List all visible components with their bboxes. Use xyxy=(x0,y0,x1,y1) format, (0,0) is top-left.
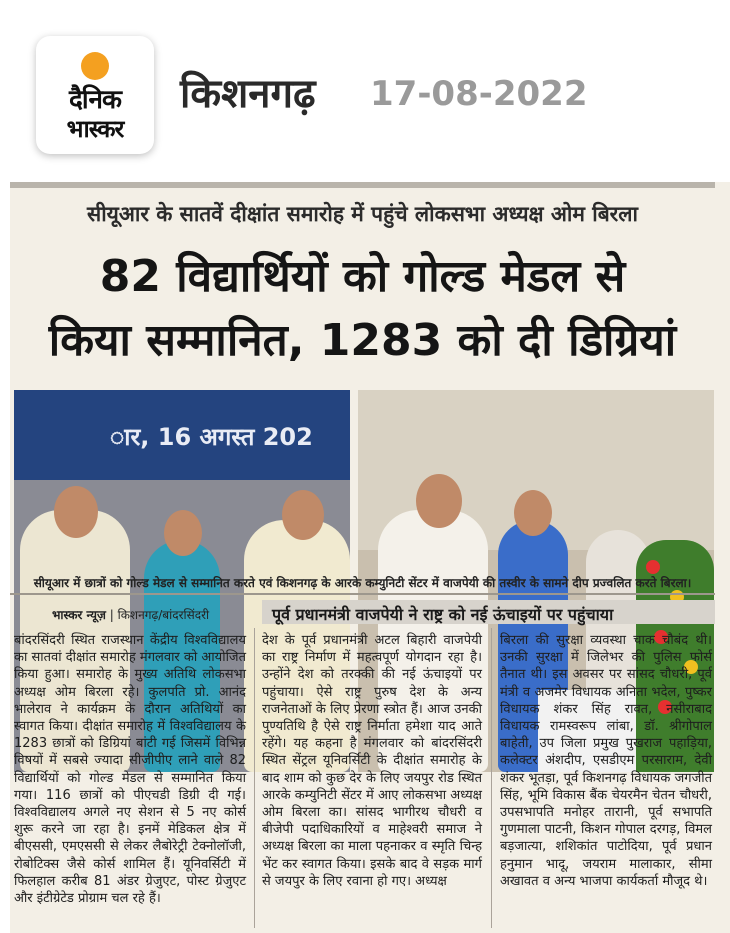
column-rule xyxy=(491,628,492,928)
logo-line-2: भास्कर xyxy=(66,115,124,143)
logo-line-1: दैनिक xyxy=(69,85,121,115)
newspaper-clipping xyxy=(10,182,730,933)
person-face xyxy=(282,490,324,540)
byline-place: किशनगढ़/बांदरसिंदरी xyxy=(117,608,210,622)
headline-line-1: 82 विद्यार्थियों को गोल्ड मेडल से xyxy=(99,251,626,302)
photo-caption: सीयूआर में छात्रों को गोल्ड मेडल से सम्मानित करते एवं किशनगढ़ के आरके कम्युनिटी सेंटर में वाजपेयी की तस्वीर के सामने दीप प्रज्वलित करते बिरला। xyxy=(33,576,692,590)
kicker-line: सीयूआर के सातवें दीक्षांत समारोह में पहुंचे लोकसभा अध्यक्ष ओम बिरला xyxy=(87,202,638,226)
byline: भास्कर न्यूज़ | किशनगढ़/बांदरसिंदरी xyxy=(52,608,210,622)
byline-source: भास्कर न्यूज़ xyxy=(52,608,106,622)
subheading: पूर्व प्रधानमंत्री वाजपेयी ने राष्ट्र को नई ऊंचाइयों पर पहुंचाया xyxy=(272,605,614,624)
top-divider xyxy=(10,182,715,188)
article-column-1: बांदरसिंदरी स्थित राजस्थान केंद्रीय विश्वविद्यालय का सातवां दीक्षांत समारोह मंगलवार को आयोजित किया हुआ। समारोह के मुख्य अतिथि लोकसभा अध्यक्ष ओम बिरला रहे। कुलपति प्रो. आनंद भालेराव ने कार्यक्रम के दौरान अतिथियों का स्वागत किया। दीक्षांत समारोह में विश्वविद्यालय के 1283 छात्रों को डिग्रियां बांटी गई जिसमें विभिन्न विषयों में सबसे ज्यादा सीजीपीए लाने वाले 82 विद्यार्थियों को गोल्ड मेडल से सम्मानित किया गया। 116 छात्रों को पीएचडी डिग्री दी गई। विश्वविद्यालय अगले नए सेशन से 5 नए कोर्स शुरू करने जा रहा है। इनमें मेडिकल क्षेत्र में बीएससी, एमएससी से लेकर लैबोरेट्री टेक्नोलॉजी, रोबोटिक्स जैसे कोर्स शामिल हैं। यूनिवर्सिटी में फिलहाल करीब 81 अंडर ग्रेजुएट, पोस्ट ग्रेजुएट और इंटीग्रेटेड प्रोग्राम चल रहे हैं। xyxy=(14,633,246,907)
article-column-2: देश के पूर्व प्रधानमंत्री अटल बिहारी वाजपेयी का राष्ट्र निर्माण में महत्वपूर्ण योगदान रहा है। उन्होंने देश को तरक्की की नई ऊंचाइयों पर पहुंचाया। ऐसे राष्ट्र पुरुष देश के अन्य राजनेताओं के लिए प्रेरणा स्त्रोत हैं। आज उनकी पुण्यतिथि है ऐसे राष्ट्र निर्माता हमेशा याद आते रहेंगे। यह कहना है मंगलवार को बांदरसिंदरी स्थित सेंट्रल यूनिवर्सिटी के दीक्षांत समारोह के बाद शाम को कुछ देर के लिए जयपुर रोड स्थित आरके कम्युनिटी सेंटर में आए लोकसभा अध्यक्ष ओम बिरला का। सांसद भागीरथ चौधरी व बीजेपी पदाधिकारियों व माहेश्वरी समाज ने अध्यक्ष बिरला का माला पहनाकर व स्मृति चिन्ह भेंट कर स्वागत किया। इसके बाद वे सड़क मार्ग से जयपुर के लिए रवाना हो गए। अध्यक्ष xyxy=(262,633,482,889)
person-face xyxy=(54,486,98,538)
person-face xyxy=(514,490,552,536)
person-face xyxy=(164,510,202,556)
person-face xyxy=(416,474,462,528)
app-header xyxy=(0,0,730,182)
sun-icon xyxy=(81,52,109,80)
edition-city: किशनगढ़ xyxy=(180,71,316,117)
banner-text: ार, 16 अगस्त 202 xyxy=(110,423,313,451)
headline-line-2: किया सम्मानित, 1283 को दी डिग्रियां xyxy=(48,315,677,366)
section-divider xyxy=(10,593,715,595)
edition-date: 17-08-2022 xyxy=(370,74,588,114)
dainik-bhaskar-logo[interactable] xyxy=(36,36,154,154)
article-column-3: बिरला की सुरक्षा व्यवस्था चाक चौबंद थी। उनकी सुरक्षा में जिलेभर की पुलिस फोर्स तैनात थी। इस अवसर पर सांसद चौधरी, पूर्व मंत्री व अजमेर विधायक अनिता भदेल, पुष्कर विधायक शंकर सिंह रावत, नसीराबाद विधायक रामस्वरूप लांबा, डॉ. श्रीगोपाल बाहेती, उप जिला प्रमुख पुखराज पहाड़िया, कलेक्टर अंशदीप, एसडीएम परसाराम, देवी शंकर भूतड़ा, पूर्व किशनगढ़ विधायक जगजीत सिंह, भूमि विकास बैंक चेयरमैन चेतन चौधरी, उपसभापति मनोहर तारानी, पूर्व सभापति गुणमाला पाटनी, किशन गोपाल दरगड़, विमल बड़जात्या, शशिकांत पाटोदिया, पूर्व प्रधान हनुमान भादू, जयराम मालाकार, सीमा अखावत व अन्य भाजपा कार्यकर्ता मौजूद थे। xyxy=(500,633,712,889)
column-rule xyxy=(254,628,255,928)
